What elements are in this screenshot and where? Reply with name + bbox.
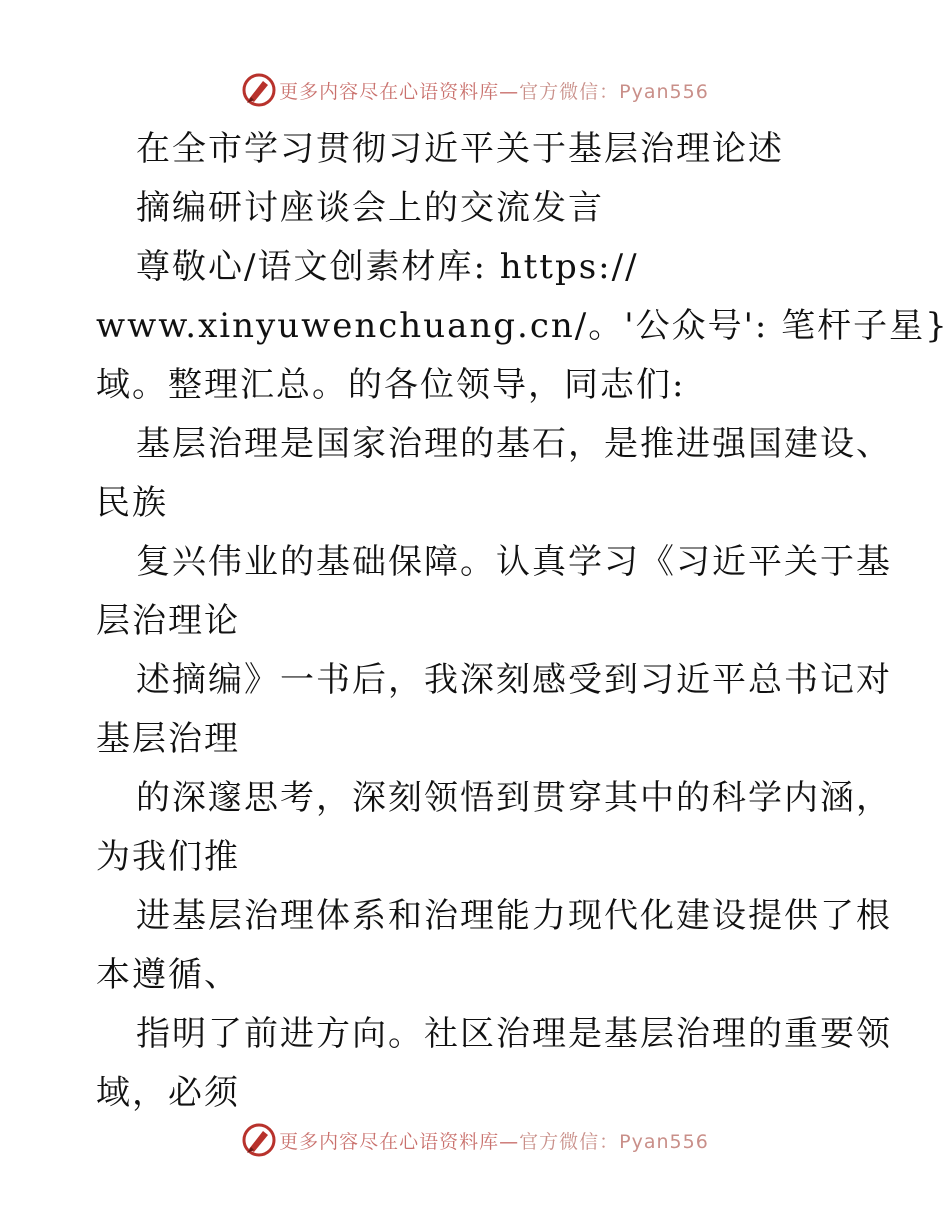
text-line: 的深邃思考，深刻领悟到贯穿其中的科学内涵， bbox=[136, 778, 892, 818]
text-line: 复兴伟业的基础保障。认真学习《习近平关于基 bbox=[136, 542, 892, 582]
text-line: 域。整理汇总。的各位领导，同志们: bbox=[96, 365, 686, 405]
banner-wechat: 官方微信：Pyan556 bbox=[519, 1130, 709, 1153]
text-line: 进基层治理体系和治理能力现代化建设提供了根 bbox=[136, 896, 892, 936]
text-line: www.xinyuwenchuang.cn/。'公众号': 笔杆子星} bbox=[96, 306, 949, 346]
banner-text: 更多内容尽在心语资料库—官方微信：Pyan556 bbox=[279, 80, 709, 103]
banner-wechat: 官方微信：Pyan556 bbox=[519, 80, 709, 103]
text-line: 基层治理是国家治理的基石，是推进强国建设、 bbox=[136, 424, 892, 464]
text-line: 本遵循、 bbox=[96, 955, 240, 995]
header-banner bbox=[0, 70, 950, 110]
text-line: 指明了前进方向。社区治理是基层治理的重要领 bbox=[136, 1014, 892, 1054]
document-body bbox=[96, 120, 949, 1123]
text-line: 述摘编》一书后，我深刻感受到习近平总书记对 bbox=[136, 660, 892, 700]
text-line: 为我们推 bbox=[96, 837, 240, 877]
title-line-1: 在全市学习贯彻习近平关于基层治理论述 bbox=[136, 129, 784, 169]
text-line: 民族 bbox=[96, 483, 168, 523]
text-line: 基层治理 bbox=[96, 719, 240, 759]
text-line: 层治理论 bbox=[96, 601, 240, 641]
title-line-2: 摘编研讨座谈会上的交流发言 bbox=[136, 188, 604, 228]
pen-logo-icon bbox=[241, 72, 277, 108]
text-line: 域，必须 bbox=[96, 1073, 240, 1113]
pen-logo-icon bbox=[241, 1122, 277, 1158]
footer-banner bbox=[0, 1120, 950, 1160]
text-line: 尊敬心/语文创素材库: https:// bbox=[136, 247, 639, 287]
banner-text: 更多内容尽在心语资料库—官方微信：Pyan556 bbox=[279, 1130, 709, 1153]
